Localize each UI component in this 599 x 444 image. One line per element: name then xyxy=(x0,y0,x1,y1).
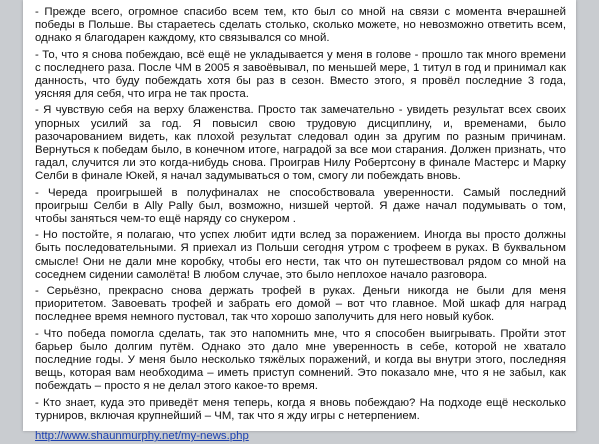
paragraph: - Прежде всего, огромное спасибо всем тем, кто был со мной на связи с момента вчерашней победы в Польше. Вы стараетесь сделать столько, сколько можете, но невозможно ответить всем, однако я благодарен каждому, кто связывался со мной. xyxy=(35,6,566,45)
document-page xyxy=(23,0,576,443)
paragraph: - Кто знает, куда это приведёт меня теперь, когда я вновь побеждаю? На подходе ещё несколько турниров, включая крупнейший – ЧМ, так что я жду игры с нетерпением. xyxy=(35,396,566,422)
paragraph: - Но постойте, я полагаю, что успех любит идти вслед за поражением. Иногда вы просто должны быть последовательными. Я приехал из Польши сегодня утром с трофеем в руках. В буквальном смысле! Они не дали мне коробку, чтобы его нести, так что он путешествовал рядом со мной на соседнем сидении самолёта! В любом случае, это было неплохое начало разговора. xyxy=(35,229,566,281)
paragraph: - Что победа помогла сделать, так это напомнить мне, что я способен выигрывать. Пройти этот барьер было долгим путём. Однако это дало мне уверенность в себе, которой не хватало последние годы. У меня было несколько тяжёлых поражений, и когда вы внутри этого, последняя вещь, которая вам необходима – иметь приступ сомнений. Это показало мне, что я не забыл, как побеждать – просто я не делал этого какое-то время. xyxy=(35,327,566,393)
source-link[interactable]: http://www.shaunmurphy.net/my-news.php xyxy=(35,430,249,443)
paragraph: - Я чувствую себя на верху блаженства. Просто так замечательно - увидеть результат всех своих упорных усилий за год. Я повысил свою трудовую дисциплину, и, временами, было разочарованием видеть, как плохой результат следовал один за другим по разным причинам. Вернуться к победам было, в конечном итоге, наградой за все мои старания. Должен признать, что гадал, случится ли это когда-нибудь снова. Проиграв Нилу Робертсону в финале Мастерс и Марку Селби в финале Юкей, я начал задумываться о том, смогу ли побеждать вновь. xyxy=(35,104,566,183)
paragraph: - То, что я снова побеждаю, всё ещё не укладывается у меня в голове - прошло так много времени с последнего раза. После ЧМ в 2005 я завоёвывал, по меньшей мере, 1 титул в год и принимал как данность, что буду побеждать хотя бы раз в сезон. Вместо этого, я провёл последние 3 года, уясняя для себя, что игра не так проста. xyxy=(35,48,566,101)
paragraph: - Серьёзно, прекрасно снова держать трофей в руках. Деньги никогда не были для меня приоритетом. Завоевать трофей и забрать его домой – вот что главное. Мой шкаф для наград последнее время немного пустовал, так что хорошо заполучить для него новый кубок. xyxy=(35,285,566,324)
paragraph: - Череда проигрышей в полуфиналах не способствовала уверенности. Самый последний проигрыш Селби в Ally Pally был, возможно, низшей чертой. Я даже начал подумывать о том, чтобы заняться чем-то ещё наряду со снукером . xyxy=(35,186,566,226)
document-body xyxy=(35,6,566,444)
